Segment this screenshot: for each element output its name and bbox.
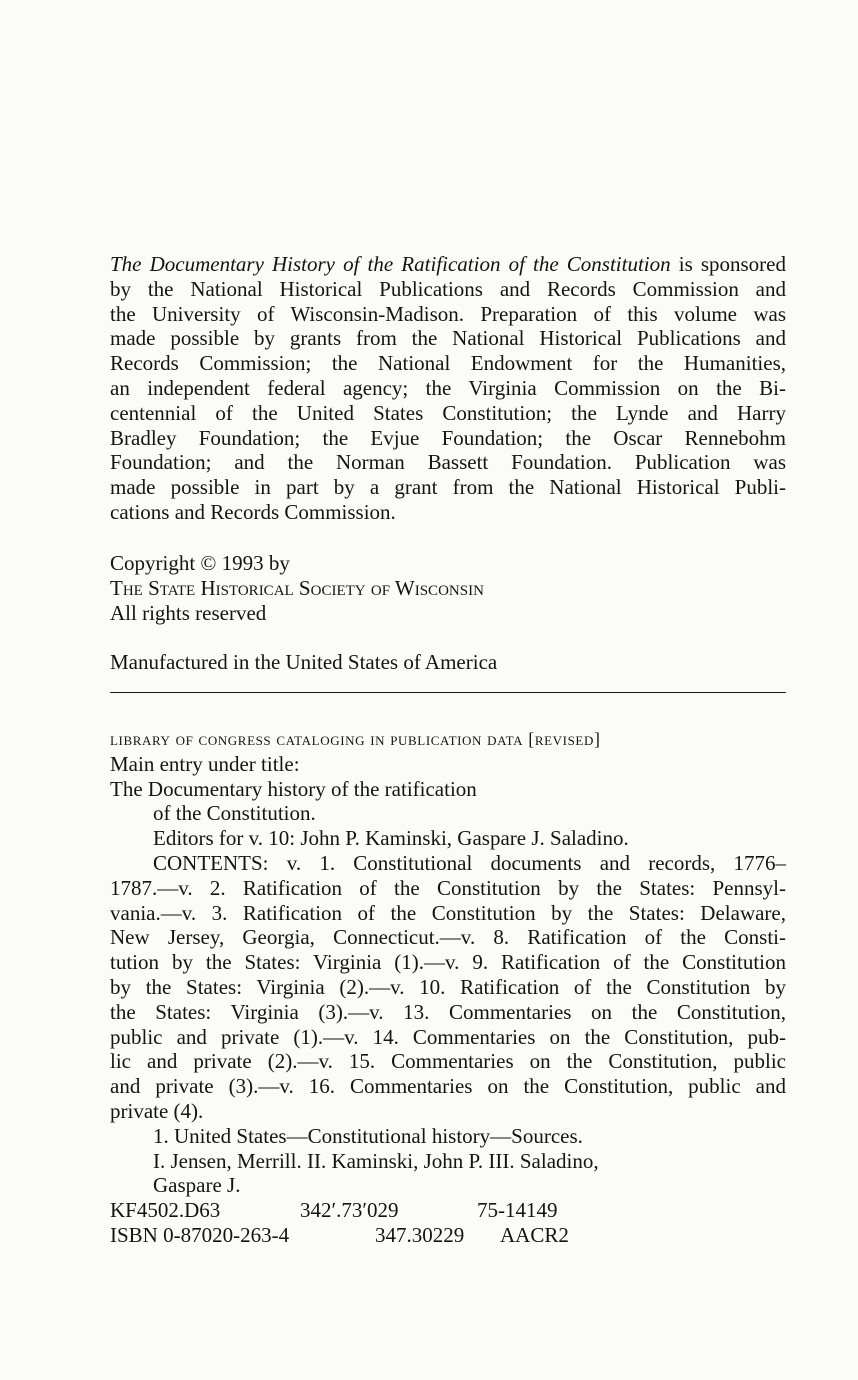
copyright-block — [110, 551, 786, 625]
dewey-alt: 347.30229 — [375, 1222, 465, 1247]
main-entry: Main entry under title: — [110, 751, 300, 776]
classification-row — [110, 1198, 786, 1223]
contents-line: CONTENTS: v. 1. Constitutional documents and records, 1776– — [153, 850, 786, 875]
sponsorship-paragraph — [110, 252, 786, 525]
isbn: ISBN 0-87020-263-4 — [110, 1222, 290, 1247]
book-title: The Documentary History of the Ratification of the Constitution — [110, 252, 671, 276]
sponsorship-line: made possible by grants from the National Historical Publications and — [110, 326, 786, 351]
sponsorship-line: cations and Records Commission. — [110, 499, 396, 524]
sponsorship-line: made possible in part by a grant from the National Historical Publi- — [110, 475, 786, 500]
copyright-line: Copyright © 1993 by — [110, 551, 290, 575]
sponsorship-line: Records Commission; the National Endowment for the Humanities, — [110, 351, 786, 376]
isbn-row — [110, 1223, 786, 1248]
sponsorship-line: an independent federal agency; the Virginia Commission on the Bi- — [110, 375, 786, 400]
cip-heading: library of congress cataloging in publication data [revised] — [110, 729, 601, 749]
contents-line: by the States: Virginia (2).—v. 10. Ratification of the Constitution by — [110, 974, 786, 999]
cip-title-line: of the Constitution. — [153, 801, 316, 826]
cip-added-entries: I. Jensen, Merrill. II. Kaminski, John P. III. Saladino, — [153, 1148, 599, 1173]
cip-subject: 1. United States—Constitutional history—Sources. — [153, 1123, 583, 1148]
lccn: 75-14149 — [477, 1198, 558, 1223]
cip-title-line: The Documentary history of the ratification — [110, 776, 477, 801]
contents-line: the States: Virginia (3).—v. 13. Commentaries on the Constitution, — [110, 999, 786, 1024]
cip-added-entries: Gaspare J. — [153, 1173, 241, 1198]
sponsorship-line: Foundation; and the Norman Bassett Foundation. Publication was — [110, 450, 786, 475]
rights-statement: All rights reserved — [110, 600, 267, 625]
contents-line: private (4). — [110, 1098, 204, 1123]
contents-line: lic and private (2).—v. 15. Commentaries on the Constitution, public — [110, 1049, 786, 1074]
contents-line: 1787.—v. 2. Ratification of the Constitution by the States: Pennsyl- — [110, 875, 786, 900]
call-number: KF4502.D63 — [110, 1198, 221, 1223]
cip-contents — [110, 851, 786, 1124]
sponsorship-line: the University of Wisconsin-Madison. Preparation of this volume was — [110, 301, 786, 326]
contents-line: tution by the States: Virginia (1).—v. 9. Ratification of the Constitution — [110, 950, 786, 975]
contents-line: public and private (1).—v. 14. Commentaries on the Constitution, pub- — [110, 1024, 786, 1049]
cip-block — [110, 727, 786, 1248]
contents-line: New Jersey, Georgia, Connecticut.—v. 8. Ratification of the Consti- — [110, 925, 786, 950]
sponsorship-line: centennial of the United States Constitution; the Lynde and Harry — [110, 400, 786, 425]
dewey-number: 342′.73′029 — [300, 1198, 399, 1223]
contents-line: vania.—v. 3. Ratification of the Constitution by the States: Delaware, — [110, 900, 786, 925]
publisher-name: The State Historical Society of Wisconsin — [110, 575, 484, 600]
sponsorship-line: The Documentary History of the Ratification of the Constitution is sponsored — [110, 252, 786, 276]
cip-editors: Editors for v. 10: John P. Kaminski, Gaspare J. Saladino. — [153, 826, 629, 851]
manufactured-statement: Manufactured in the United States of America — [110, 650, 498, 674]
sponsorship-line: Bradley Foundation; the Evjue Foundation; the Oscar Rennebohm — [110, 425, 786, 450]
divider-rule — [110, 692, 786, 693]
sponsorship-line: by the National Historical Publications and Records Commission and — [110, 276, 786, 301]
contents-line: and private (3).—v. 16. Commentaries on the Constitution, public and — [110, 1074, 786, 1099]
aacr: AACR2 — [500, 1222, 569, 1247]
